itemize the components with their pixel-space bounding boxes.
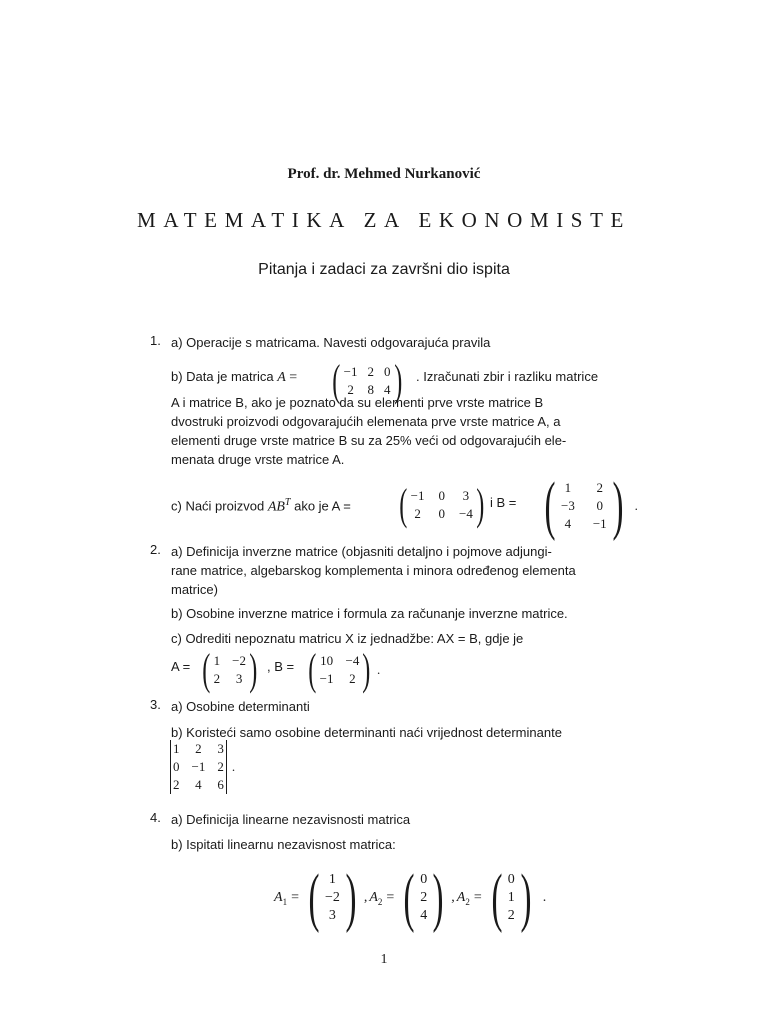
question-3-number: 3.	[150, 697, 161, 712]
matrix-1b-cell: 0	[384, 363, 391, 379]
vector-A3-label: $A_2$	[456, 889, 470, 907]
question-1a: a) Operacije s matricama. Navesti odgovarajuća pravila	[171, 335, 491, 350]
matrix-1b-cell: −1	[343, 363, 358, 379]
matrix-1cA-cell: 2	[414, 505, 421, 521]
matrix-1cB-cell: 4	[564, 516, 572, 531]
question-3b-end: .	[231, 759, 236, 774]
determinant-cell: 2	[173, 777, 180, 792]
question-4b: b) Ispitati linearnu nezavisnost matrica:	[171, 837, 396, 852]
matrix-1cA-cell: 3	[462, 487, 470, 503]
question-1b-line4: elementi druge vrste matrice B su za 25% veći od odgovarajućih ele-	[171, 433, 567, 448]
vectors-4b: $A_1$ = ( 1 −2 3 ) , $A_2$ = ( 0 2 4 ) , $A_2$ = ( 0 1 2 ) .	[274, 861, 547, 934]
question-1-number: 1.	[150, 333, 161, 348]
page-number: 1	[380, 952, 388, 967]
matrix-2cA-cell: 3	[235, 670, 243, 686]
question-4a: a) Definicija linearne nezavisnosti matrica	[171, 812, 411, 827]
question-1c-pre: c) Naći proizvod	[171, 498, 268, 514]
question-1b-pre: b) Data je matrica	[171, 369, 278, 384]
document-title: MATEMATIKA ZA EKONOMISTE	[137, 208, 631, 232]
vector-A1-label: $A_1$	[274, 889, 288, 907]
vector-a3-cell: 1	[507, 890, 515, 905]
vector-A2-label: $A_2$	[369, 889, 383, 907]
matrix-2cB-cell: 10	[320, 652, 334, 668]
question-1c-iB: i B =	[490, 495, 517, 510]
matrix-1cB-cell: 1	[564, 480, 572, 495]
vector-a3-cell: 2	[507, 908, 515, 923]
question-2b: b) Osobine inverzne matrice i formula za računanje inverzne matrice.	[171, 606, 568, 621]
matrix-1cB-cell: 2	[596, 480, 603, 495]
question-2c-end: .	[377, 661, 381, 677]
determinant-cell: −1	[191, 759, 206, 774]
author-name: Prof. dr. Mehmed Nurkanović	[287, 166, 481, 182]
vector-a1-cell: 1	[328, 872, 336, 887]
question-1b-line3: dvostruki proizvodi odgovarajućih elemenata prve vrste matrice A, a	[171, 414, 561, 429]
question-1c-mid: ako je A =	[290, 498, 351, 514]
question-2c-line1: c) Odrediti nepoznatu matricu X iz jednadžbe: AX = B, gdje je	[171, 631, 524, 646]
vector-a2-cell: 0	[420, 872, 428, 887]
document-subtitle: Pitanja i zadaci za završni dio ispita	[258, 261, 510, 278]
question-2c-A: A =	[171, 659, 191, 674]
determinant-cell: 1	[173, 741, 180, 756]
question-1b-A: A	[277, 370, 286, 385]
matrix-2c-A: ( 1 −2 2 3 )	[202, 645, 258, 694]
matrix-1cA-cell: −4	[459, 505, 473, 521]
question-2a-line1: a) Definicija inverzne matrice (objasniti detaljno i pojmove adjungi-	[171, 544, 552, 559]
determinant-cell: 2	[195, 741, 202, 756]
question-2a-line3: matrice)	[171, 582, 218, 597]
matrix-2cA-cell: 2	[213, 670, 221, 686]
question-1b-line5: menata druge vrste matrice A.	[171, 452, 345, 467]
matrix-1cB-cell: 0	[596, 498, 603, 513]
question-1c-intro	[171, 493, 351, 517]
question-1b-line2: A i matrice B, ako je poznato da su elementi prve vrste matrice B	[171, 395, 544, 410]
matrix-1b-cell: 4	[384, 381, 391, 397]
determinant-cell: 0	[173, 759, 180, 774]
vector-a2-cell: 4	[420, 908, 428, 923]
matrix-2cB-cell: −4	[345, 652, 360, 668]
matrix-2cA-cell: −2	[232, 652, 246, 668]
matrix-2cB-cell: −1	[319, 670, 334, 686]
matrix-1b-cell: 8	[367, 381, 374, 397]
matrix-1cA-cell: 0	[438, 487, 445, 503]
determinant-cell: 3	[217, 741, 224, 756]
matrix-1cB-cell: −3	[560, 498, 575, 513]
determinant-cell: 4	[195, 777, 202, 792]
question-1c-sup: T	[284, 497, 291, 508]
question-1c-abt: AB	[267, 499, 285, 515]
question-1c-end: .	[634, 498, 638, 513]
question-2a-line2: rane matrice, algebarskog komplementa i minora određenog elementa	[171, 563, 576, 578]
matrix-2cA-cell: 1	[213, 652, 221, 668]
question-1b-intro	[171, 367, 297, 388]
determinant-cell: 2	[217, 759, 224, 774]
vector-a2-cell: 2	[420, 890, 428, 905]
vector-a3-cell: 0	[507, 872, 515, 887]
matrix-1cA-cell: 0	[438, 505, 445, 521]
question-2c-B: , B =	[267, 659, 295, 674]
matrix-1c-B: ( 1 2 −3 0 4 −1 ) .	[544, 469, 638, 542]
vector-a1-cell: −2	[324, 890, 340, 905]
matrix-1cA-cell: −1	[410, 487, 425, 503]
matrix-1b-A: ( −1 2 0 2 8 4 )	[332, 356, 402, 405]
matrix-1b-cell: 2	[347, 381, 354, 397]
matrix-2cB-cell: 2	[349, 670, 356, 686]
vectors-end: .	[542, 890, 547, 905]
determinant-3b	[170, 740, 235, 794]
question-1b-post: . Izračunati zbir i razliku matrice	[416, 369, 599, 384]
question-4-number: 4.	[150, 810, 161, 825]
vector-a1-cell: 3	[328, 908, 336, 923]
question-3b: b) Koristeći samo osobine determinanti naći vrijednost determinante	[171, 725, 562, 740]
matrix-1b-cell: 2	[367, 363, 374, 379]
determinant-cell: 6	[217, 777, 224, 792]
matrix-1cB-cell: −1	[592, 516, 607, 531]
matrix-1c-A: ( −1 0 3 2 0 −4 )	[399, 480, 485, 529]
question-1b-eq: =	[285, 370, 298, 385]
matrix-2c-B: ( 10 −4 −1 2 ) .	[308, 645, 381, 694]
question-3a: a) Osobine determinanti	[171, 699, 310, 714]
question-2-number: 2.	[150, 542, 161, 557]
